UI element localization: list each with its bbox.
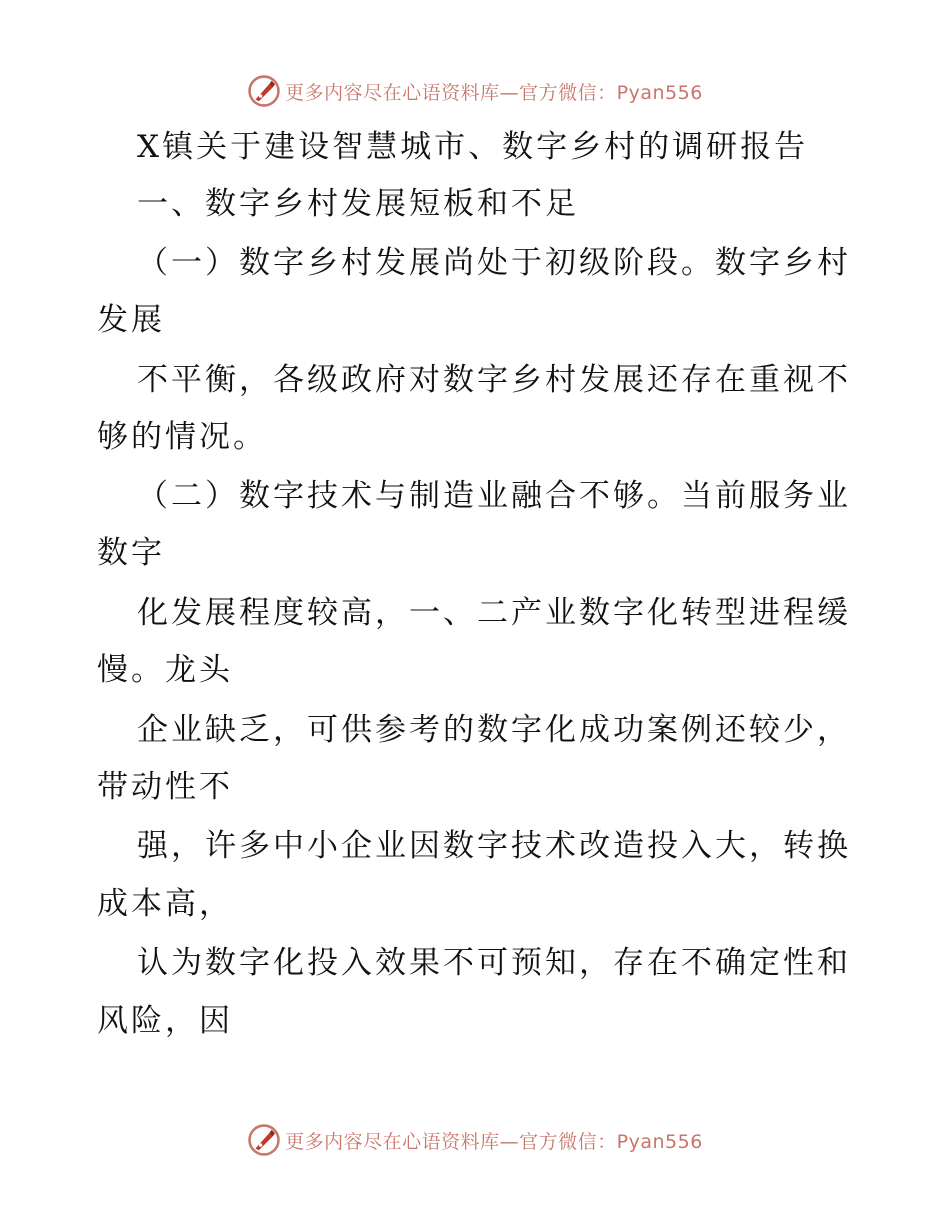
text-line: 化发展程度较高，一、二产业数字化转型进程缓: [137, 595, 851, 631]
text-line: 够的情况。: [97, 419, 267, 455]
text-line: （一）数字乡村发展尚处于初级阶段。数字乡村: [137, 245, 851, 281]
pen-nib-logo-icon: [247, 1123, 281, 1157]
text-line: 强，许多中小企业因数字技术改造投入大，转换: [137, 828, 851, 864]
text-line: （二）数字技术与制造业融合不够。当前服务业: [137, 478, 851, 514]
header-watermark: [0, 69, 950, 113]
text-line: 认为数字化投入效果不可预知，存在不确定性和: [137, 945, 851, 981]
watermark-text: 更多内容尽在心语资料库—官方微信：Pyan556: [285, 81, 703, 104]
text-line: 带动性不: [97, 769, 233, 805]
pen-nib-logo-icon: [247, 74, 281, 108]
text-line: 风险，因: [97, 1003, 233, 1039]
text-line: 数字: [97, 535, 165, 571]
text-line: 成本高，: [97, 886, 233, 922]
document-title: X镇关于建设智慧城市、数字乡村的调研报告: [137, 129, 809, 165]
text-line: 一、数字乡村发展短板和不足: [137, 186, 579, 222]
watermark-text: 更多内容尽在心语资料库—官方微信：Pyan556: [285, 1130, 703, 1153]
text-line: 企业缺乏，可供参考的数字化成功案例还较少，: [137, 712, 851, 748]
footer-watermark: [0, 1118, 950, 1162]
text-line: 慢。龙头: [97, 652, 233, 688]
text-line: 发展: [97, 302, 165, 338]
text-line: 不平衡，各级政府对数字乡村发展还存在重视不: [137, 362, 851, 398]
